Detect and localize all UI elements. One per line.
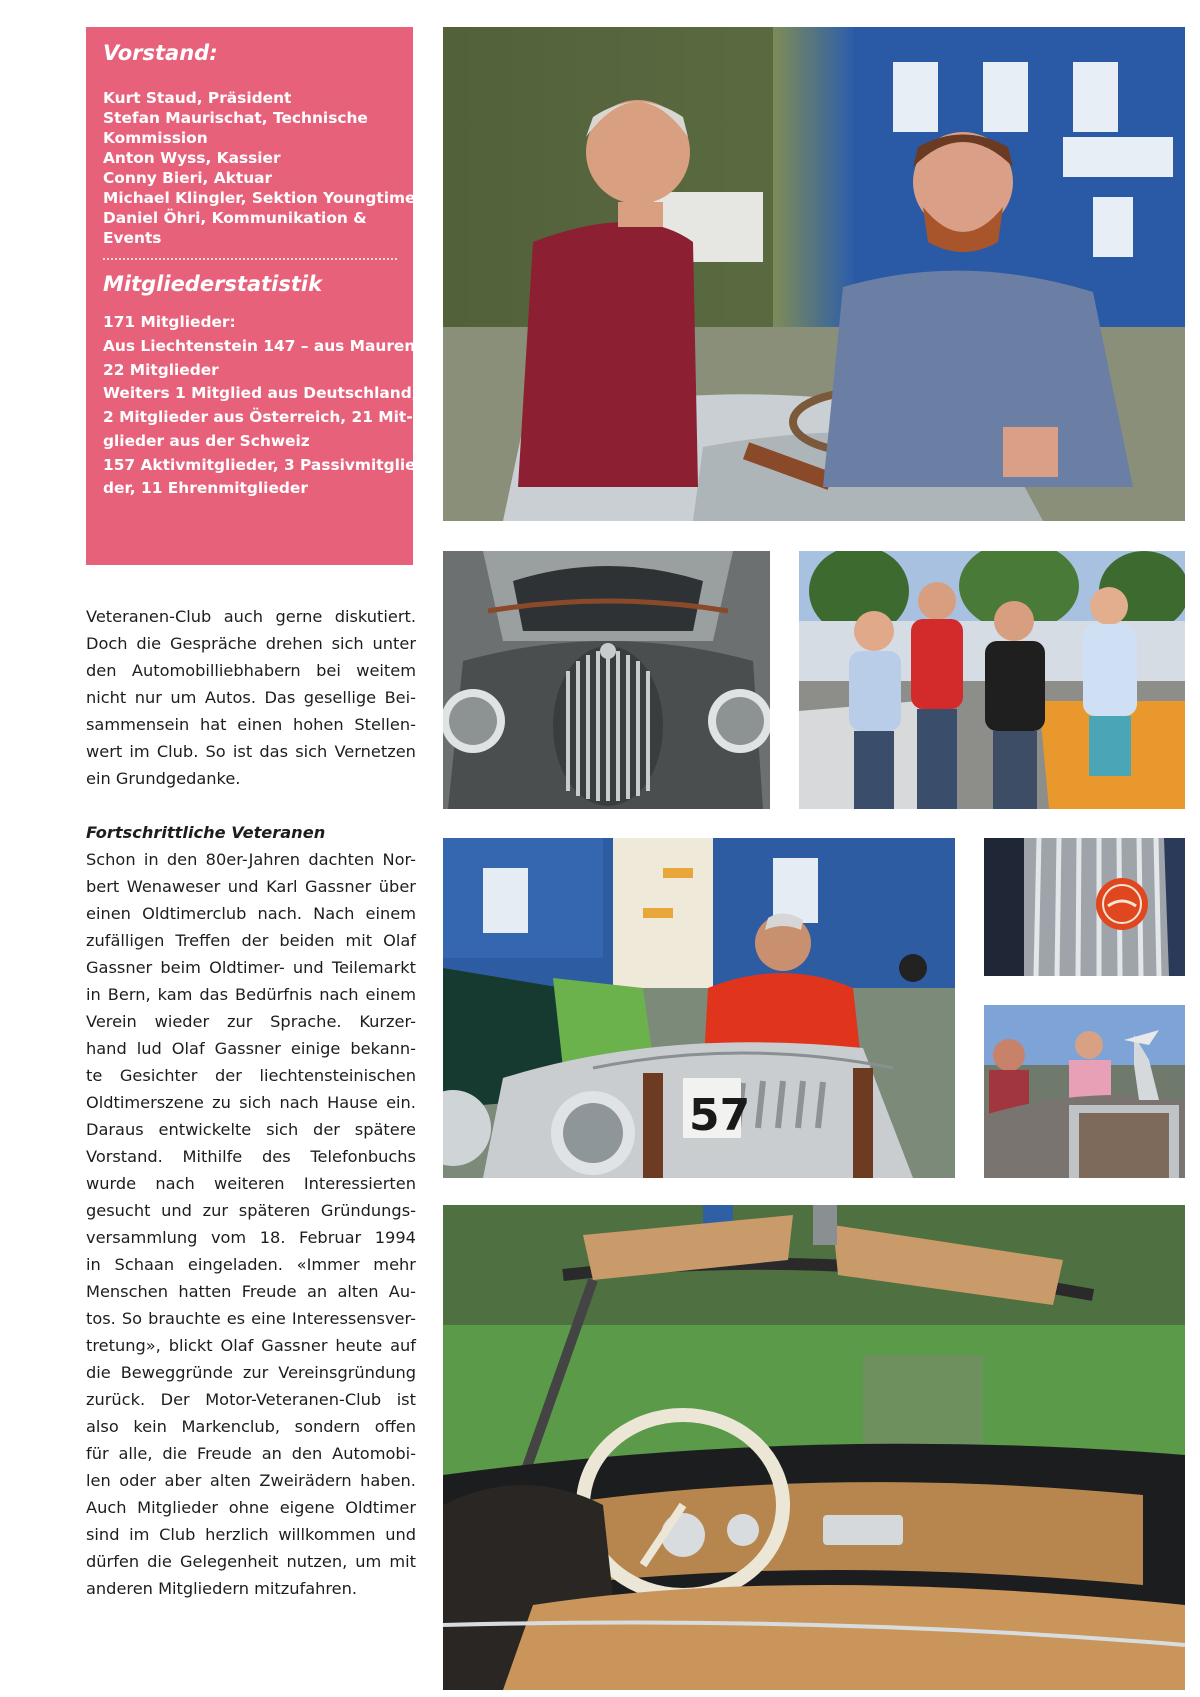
board-member-line: Kurt Staud, Präsident [103,89,292,108]
dotted-divider [103,258,397,260]
text-line: wurde nach weiteren Interessierten [86,1174,416,1193]
stats-line: der, 11 Ehrenmitglieder [103,479,308,498]
text-line: te Gesichter der liechtensteinischen [86,1066,416,1085]
text-line: Daraus entwickelte sich der spätere [86,1120,416,1139]
board-member-line: Stefan Maurischat, Technische [103,109,368,128]
stats-line: 157 Aktivmitglieder, 3 Passivmitglie- [103,455,422,474]
photo-vintage-car-grille [443,551,770,809]
board-member-list [103,88,424,248]
text-line: bert Wenaweser und Karl Gassner über [86,877,416,896]
stats-line: 2 Mitglieder aus Österreich, 21 Mit- [103,408,413,427]
text-line: dürfen die Gelegenheit nutzen, um mit [86,1552,416,1571]
text-line: len oder aber alten Zweirädern haben. [86,1471,416,1490]
text-line: Auch Mitglieder ohne eigene Oldtimer [86,1498,416,1517]
text-line: in Schaan eingeladen. «Immer mehr [86,1255,416,1274]
text-line: Gassner beim Oldtimer- und Teilemarkt [86,958,416,977]
stats-title: Mitgliederstatistik [103,272,323,297]
text-line: wert im Club. So ist das sich Vernetzen [86,742,416,761]
section-heading: Fortschrittliche Veteranen [86,823,326,842]
text-line: ein Grundgedanke. [86,769,241,788]
body-paragraph [86,846,416,1602]
article-text-column [86,603,416,1602]
board-member-line: Conny Bieri, Aktuar [103,169,273,188]
board-member-line: Daniel Öhri, Kommunikation & [103,209,367,228]
stats-line: 22 Mitglieder [103,360,219,379]
text-line: zufälligen Treffen der beiden mit Olaf [86,931,416,950]
text-line: einen Oldtimerclub nach. Nach einem [86,904,416,923]
stats-line: 171 Mitglieder: [103,313,236,332]
text-line: gesucht und zur späteren Gründungs- [86,1201,416,1220]
photo-group-four-men [799,551,1185,809]
text-line: für alle, die Freude an den Automobi- [86,1444,416,1463]
board-member-line: Anton Wyss, Kassier [103,149,281,168]
race-number: 57 [689,1090,751,1141]
photo-chrome-grille-emblem [984,838,1185,976]
text-line: also kein Markenclub, sondern offen [86,1417,416,1436]
board-member-line: Michael Klingler, Sektion Youngtimer [103,189,424,208]
board-info-box [86,27,424,565]
text-line: die Beweggründe zur Vereinsgründung [86,1363,416,1382]
stats-line: Aus Liechtenstein 147 – aus Mauren [103,337,416,356]
board-title: Vorstand: [103,41,218,65]
member-stats-list [103,311,422,501]
text-line: anderen Mitgliedern mitzufahren. [86,1579,358,1598]
text-line: sind im Club herzlich willkommen und [86,1525,416,1544]
text-line: den Automobilliebhabern bei weitem [86,661,416,680]
photo-hood-ornament [984,1005,1185,1178]
text-line: tos. So brauchte es eine Interessensver- [86,1309,416,1328]
text-line: in Bern, kam das Bedürfnis nach einem [86,985,416,1004]
photo-two-men-talking [443,27,1185,521]
text-line: tretung», blickt Olaf Gassner heute auf [86,1336,416,1355]
text-line: nicht nur um Autos. Das gesellige Bei- [86,688,416,707]
text-line: sammensein hat einen hohen Stellen- [86,715,416,734]
text-line: hand lud Olaf Gassner einige bekann- [86,1039,416,1058]
text-line: Veteranen-Club auch gerne diskutiert. [86,607,416,626]
text-line: Menschen hatten Freude an alten Au- [86,1282,416,1301]
text-line: zurück. Der Motor-Veteranen-Club ist [86,1390,416,1409]
photo-convertible-dashboard [443,1205,1185,1690]
board-member-line: Events [103,229,162,248]
stats-line: Weiters 1 Mitglied aus Deutschland, [103,384,418,403]
intro-paragraph [86,603,416,792]
text-line: Oldtimerszene zu sich nach Hause ein. [86,1093,416,1112]
text-line: versammlung vom 18. Februar 1994 [86,1228,416,1247]
board-member-line: Kommission [103,129,208,148]
text-line: Verein wieder zur Sprache. Kurzer- [86,1012,416,1031]
text-line: Doch die Gespräche drehen sich unter [86,634,416,653]
text-line: Schon in den 80er-Jahren dachten Nor- [86,850,416,869]
photo-man-with-race-car [443,838,955,1178]
text-line: Vorstand. Mithilfe des Telefonbuchs [86,1147,416,1166]
stats-line: glieder aus der Schweiz [103,431,310,450]
